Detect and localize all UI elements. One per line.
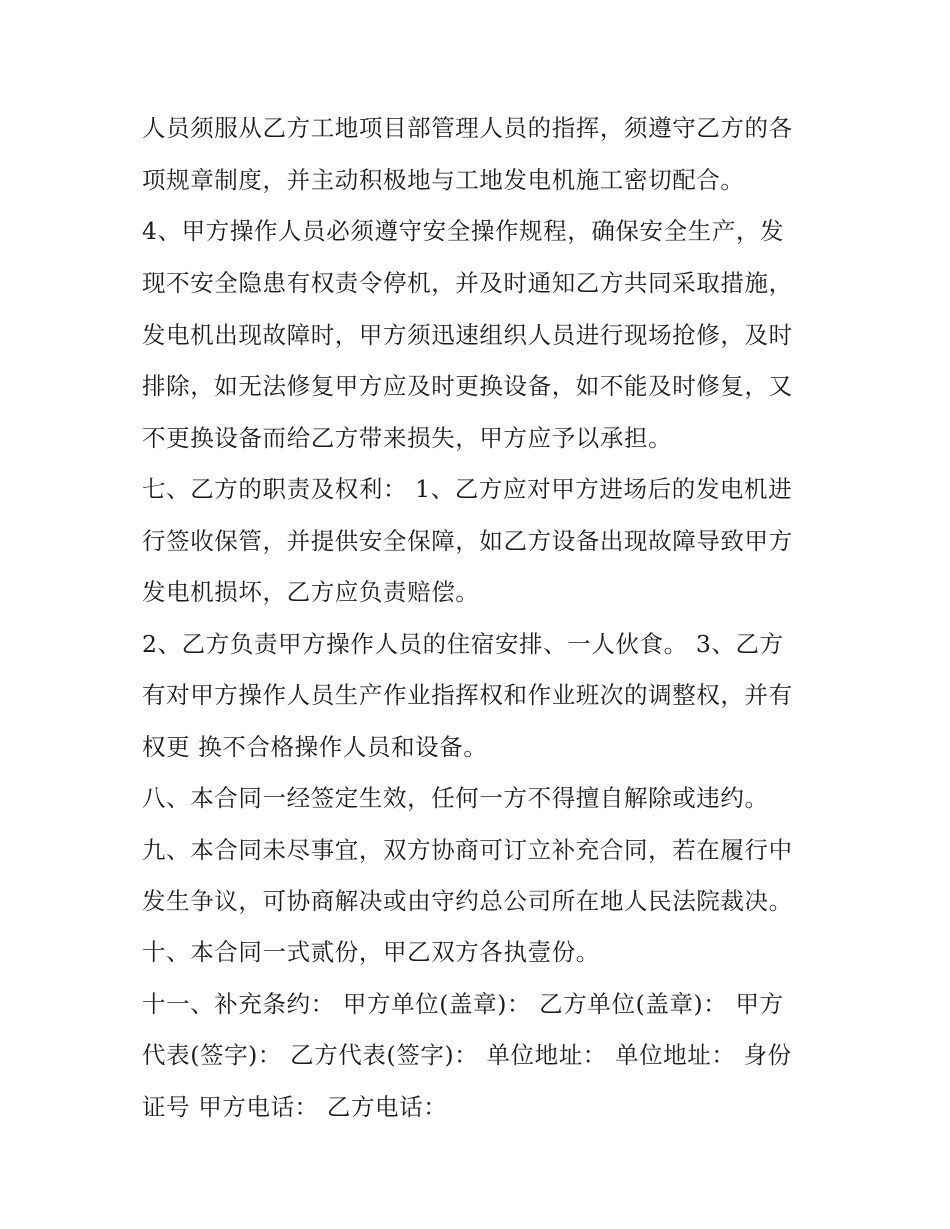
text-line-7: 不更换设备而给乙方带来损失，甲方应予以承担。 [142, 424, 673, 452]
text-line-5: 发电机出现故障时，甲方须迅速组织人员进行现场抢修，及时 [142, 321, 793, 349]
text-line-6: 排除，如无法修复甲方应及时更换设备，如不能及时修复，又 [142, 372, 793, 400]
text-line-14: 八、本合同一经签定生效，任何一方不得擅自解除或违约。 [142, 784, 769, 812]
text-line-20: 证号 甲方电话： 乙方电话： [142, 1093, 448, 1121]
text-line-8: 七、乙方的职责及权利： 1、乙方应对甲方进场后的发电机进 [142, 475, 793, 503]
text-line-17: 十、本合同一式贰份，甲乙双方各执壹份。 [142, 938, 600, 966]
text-line-12: 有对甲方操作人员生产作业指挥权和作业班次的调整权，并有 [142, 681, 793, 709]
text-line-4: 现不安全隐患有权责令停机，并及时通知乙方共同采取措施， [142, 269, 793, 297]
text-line-3: 4、甲方操作人员必须遵守安全操作规程，确保安全生产，发 [142, 217, 785, 245]
text-line-18: 十一、补充条约： 甲方单位(盖章)： 乙方单位(盖章)： 甲方 [142, 990, 784, 1018]
text-line-1: 人员须服从乙方工地项目部管理人员的指挥，须遵守乙方的各 [142, 114, 793, 142]
text-line-9: 行签收保管，并提供安全保障，如乙方设备出现故障导致甲方 [142, 527, 793, 555]
text-line-15: 九、本合同未尽事宜，双方协商可订立补充合同，若在履行中 [142, 836, 793, 864]
text-line-2: 项规章制度，并主动积极地与工地发电机施工密切配合。 [142, 166, 745, 194]
text-line-19: 代表(签字)： 乙方代表(签字)： 单位地址： 单位地址： 身份 [142, 1041, 792, 1069]
text-line-13: 权更 换不合格操作人员和设备。 [142, 733, 488, 761]
text-line-11: 2、乙方负责甲方操作人员的住宿安排、一人伙食。 3、乙方 [142, 630, 784, 658]
text-line-16: 发生争议，可协商解决或由守约总公司所在地人民法院裁决。 [142, 887, 793, 915]
text-line-10: 发电机损坏，乙方应负责赔偿。 [142, 578, 480, 606]
